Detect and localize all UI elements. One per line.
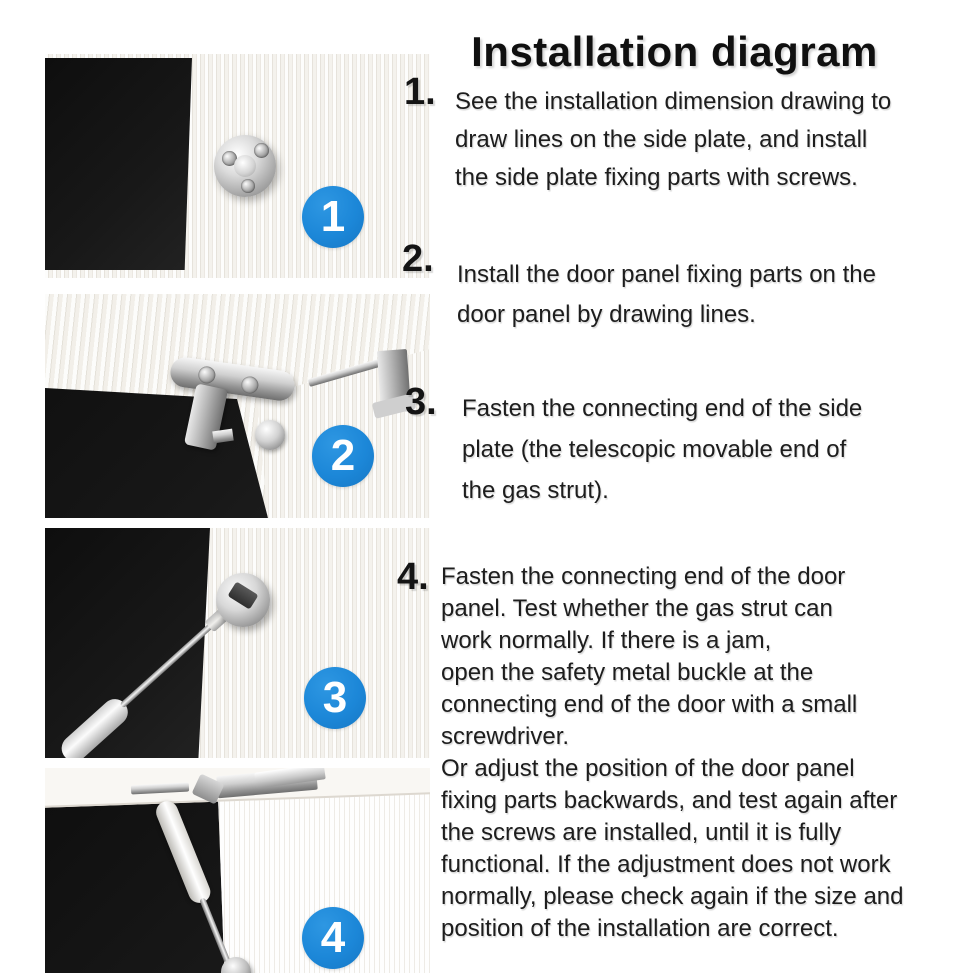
step-3-line: Fasten the connecting end of the side bbox=[462, 395, 863, 422]
step-4-line: functional. If the adjustment does not work bbox=[441, 851, 891, 878]
step-2-badge-number: 2 bbox=[330, 431, 356, 480]
door-panel-fixing-part bbox=[169, 355, 297, 402]
step-4-line: work normally. If there is a jam, bbox=[441, 627, 772, 654]
step-1-line: See the installation dimension drawing to bbox=[455, 88, 892, 115]
step-1-badge-number: 1 bbox=[320, 192, 346, 241]
step-4-line: the screws are installed, until it is fully bbox=[441, 819, 842, 846]
step-3-badge bbox=[304, 667, 366, 729]
step-4-line: connecting end of the door with a small bbox=[441, 691, 858, 718]
step-4-line: position of the installation are correct. bbox=[441, 915, 839, 942]
step-4-line: fixing parts backwards, and test again after bbox=[441, 787, 898, 814]
step-3-line: plate (the telescopic movable end of bbox=[462, 436, 847, 463]
step-3-badge-number: 3 bbox=[322, 673, 348, 722]
ball-stud bbox=[234, 155, 256, 177]
connector-slot bbox=[227, 581, 258, 609]
step-2-badge bbox=[312, 425, 374, 487]
step-2-line: door panel by drawing lines. bbox=[457, 301, 756, 328]
step-4-badge-number: 4 bbox=[320, 913, 346, 962]
page-title: Installation diagram bbox=[471, 28, 878, 76]
step-2-text bbox=[457, 255, 876, 335]
step-4-line: Fasten the connecting end of the door bbox=[441, 563, 846, 590]
photo-step-1 bbox=[45, 54, 430, 278]
step-1-line: draw lines on the side plate, and install bbox=[455, 126, 868, 153]
step-3-number: 3. bbox=[405, 381, 437, 423]
step-1-badge bbox=[302, 186, 364, 248]
screw-icon bbox=[254, 143, 269, 158]
step-4-badge bbox=[302, 907, 364, 969]
gas-strut-cylinder bbox=[153, 798, 214, 906]
step-4-text bbox=[441, 561, 903, 945]
step-3-text bbox=[462, 388, 862, 511]
step-1-text bbox=[455, 83, 891, 197]
photo-step-3 bbox=[45, 528, 430, 758]
cabinet-interior bbox=[45, 58, 192, 270]
step-4-line: Or adjust the position of the door panel bbox=[441, 755, 855, 782]
step-4-number: 4. bbox=[397, 556, 429, 598]
step-1-line: the side plate fixing parts with screws. bbox=[455, 164, 858, 191]
step-2-number: 2. bbox=[402, 238, 434, 280]
screw-icon bbox=[197, 365, 216, 384]
step-4-line: open the safety metal buckle at the bbox=[441, 659, 814, 686]
screw-icon bbox=[241, 179, 255, 193]
step-4-line: normally, please check again if the size and bbox=[441, 883, 904, 910]
ball-stud bbox=[255, 420, 285, 450]
step-4-line: panel. Test whether the gas strut can bbox=[441, 595, 833, 622]
step-4-line: screwdriver. bbox=[441, 723, 570, 750]
step-3-line: the gas strut). bbox=[462, 477, 609, 504]
screw-icon bbox=[240, 375, 259, 394]
photo-step-4 bbox=[45, 768, 430, 973]
side-plate-connector bbox=[216, 573, 270, 627]
step-2-line: Install the door panel fixing parts on the bbox=[457, 261, 876, 288]
photo-step-2 bbox=[45, 294, 430, 518]
side-plate-fixing-part bbox=[214, 135, 276, 197]
step-1-number: 1. bbox=[404, 71, 436, 113]
